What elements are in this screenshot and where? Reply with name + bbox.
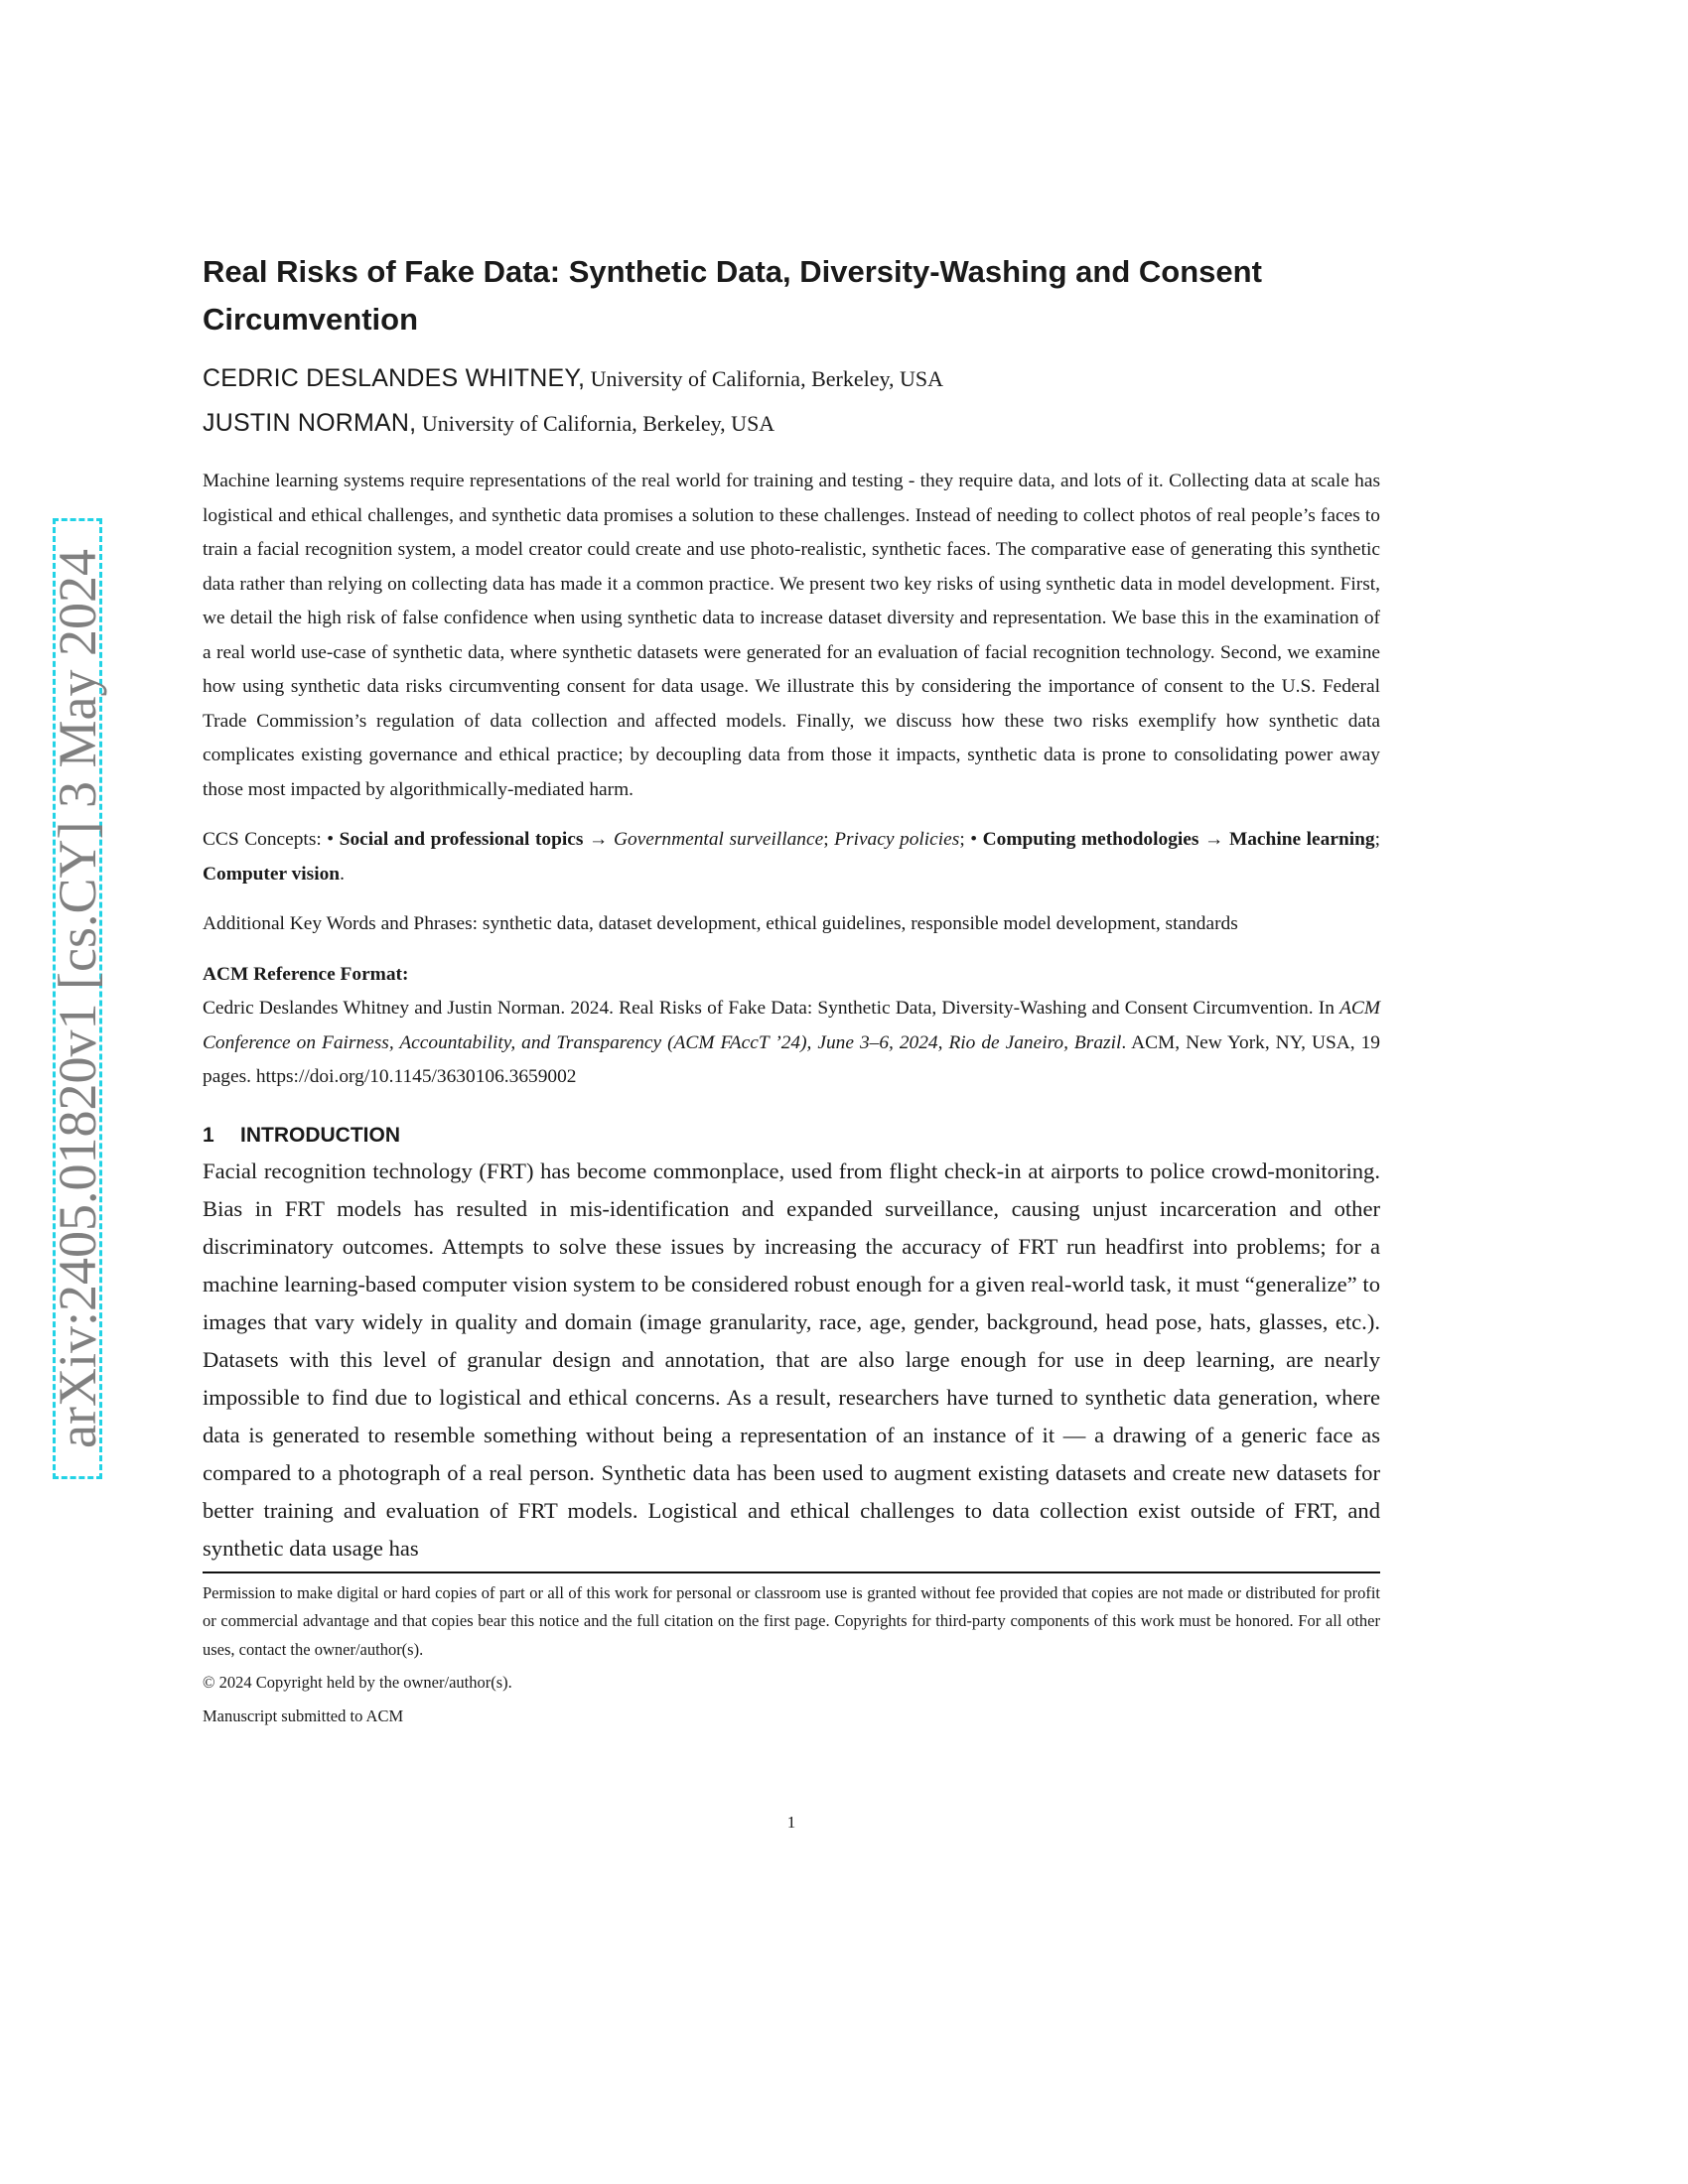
section-number: 1	[203, 1123, 214, 1147]
ccs-concept: Computer vision	[203, 863, 341, 885]
page-number: 1	[786, 1813, 796, 1832]
ccs-arrow: →	[583, 829, 614, 850]
abstract: Machine learning systems require representations of the real world for training and testing - they require data, and lots of it. Collecting data at scale has logistical and ethical challenges, and synthetic data promises a solution to these challenges. Instead of needing to collect photos of real people’s faces to train a facial recognition system, a model creator could create and use photo-realistic, synthetic faces. The comparative ease of generating this synthetic data rather than relying on collecting data has made it a common practice. We present two key risks of using synthetic data in model development. First, we detail the high risk of false confidence when using synthetic data to increase dataset diversity and representation. We base this in the examination of a real world use-case of synthetic data, where synthetic datasets were generated for an evaluation of facial recognition technology. Second, we examine how using synthetic data risks circumventing consent for data usage. We illustrate this by considering the importance of consent to the U.S. Federal Trade Commission’s regulation of data collection and affected models. Finally, we discuss how these two risks exemplify how synthetic data complicates existing governance and ethical practice; by decoupling data from those it impacts, synthetic data is prone to consolidating power away those most impacted by algorithmically-mediated harm.	[203, 471, 1380, 800]
reference-heading: ACM Reference Format:	[203, 963, 409, 985]
ccs-concept: Governmental surveillance	[613, 829, 824, 850]
ccs-concepts	[203, 823, 1380, 891]
ccs-separator: ;	[1374, 829, 1380, 850]
arxiv-stamp: arXiv:2405.01820v1 [cs.CY] 3 May 2024	[48, 549, 107, 1448]
manuscript-note: Manuscript submitted to ACM	[203, 1706, 404, 1725]
permission-notice: Permission to make digital or hard copies of part or all of this work for personal or classroom use is granted without fee provided that copies are not made or distributed for profit or commercial advantage and that copies bear this notice and the full citation on the first page. Copyrights for third-party components of this work must be honored. For all other uses, contact the owner/author(s).	[203, 1582, 1380, 1659]
author-2	[203, 408, 1380, 439]
author-name: JUSTIN NORMAN,	[203, 409, 417, 437]
ccs-topic: Computing methodologies	[982, 829, 1199, 850]
copyright-notice: © 2024 Copyright held by the owner/author(s).	[203, 1673, 512, 1692]
author-affiliation: University of California, Berkeley, USA	[421, 411, 775, 436]
section-heading	[203, 1119, 1380, 1153]
introduction-paragraph: Facial recognition technology (FRT) has become commonplace, used from flight check-in at airports to police crowd-monitoring. Bias in FRT models has resulted in mis-identification and expanded surveillance, causing unjust incarceration and other discriminatory outcomes. Attempts to solve these issues by increasing the accuracy of FRT run headfirst into problems; for a machine learning-based computer vision system to be considered robust enough for a given real-world task, it must “generalize” to images that vary widely in quality and domain (image granularity, race, age, gender, background, head pose, hats, glasses, etc.). Datasets with this level of granular design and annotation, that are also large enough for use in deep learning, are nearly impossible to find due to logistical and ethical concerns. As a result, researchers have turned to synthetic data generation, where data is generated to resemble something without being a representation of an instance of it — a drawing of a generic face as compared to a photograph of a real person. Synthetic data has been used to augment existing datasets and create new datasets for better training and evaluation of FRT models. Logistical and ethical challenges to data collection exist outside of FRT, and synthetic data usage has	[203, 1158, 1380, 1561]
reference-venue: ACM Conference on Fairness, Accountability, and Transparency (ACM FAccT ’24), June 3–6, 2024, Rio de Janeiro, Brazil	[203, 998, 1380, 1053]
ccs-arrow: →	[1198, 829, 1229, 850]
section-title: INTRODUCTION	[240, 1123, 400, 1147]
footnote	[203, 1579, 1380, 1731]
reference-text: Cedric Deslandes Whitney and Justin Norman. 2024. Real Risks of Fake Data: Synthetic Data, Diversity-Washing and Consent Circumvention. In	[203, 998, 1340, 1019]
author-1	[203, 363, 1380, 394]
ccs-separator: ;	[823, 829, 835, 850]
paper-page	[203, 248, 1380, 1730]
ccs-topic: Social and professional topics	[339, 829, 584, 850]
ccs-label: CCS Concepts: •	[203, 829, 340, 850]
footnote-rule	[203, 1571, 1380, 1573]
ccs-end: .	[340, 863, 345, 885]
keywords: Additional Key Words and Phrases: synthetic data, dataset development, ethical guidelines, responsible model development, standards	[203, 913, 1238, 934]
ccs-separator: ; •	[959, 829, 983, 850]
author-name: CEDRIC DESLANDES WHITNEY,	[203, 364, 586, 392]
reference-format	[203, 992, 1380, 1095]
author-affiliation: University of California, Berkeley, USA	[590, 366, 944, 391]
paper-title: Real Risks of Fake Data: Synthetic Data, Diversity-Washing and Consent Circumvention	[203, 254, 1262, 337]
ccs-concept: Privacy policies	[834, 829, 960, 850]
ccs-concept: Machine learning	[1228, 829, 1375, 850]
reference-text: . ACM, New York, NY, USA, 19 pages. https://doi.org/10.1145/3630106.3659002	[203, 1031, 1380, 1087]
